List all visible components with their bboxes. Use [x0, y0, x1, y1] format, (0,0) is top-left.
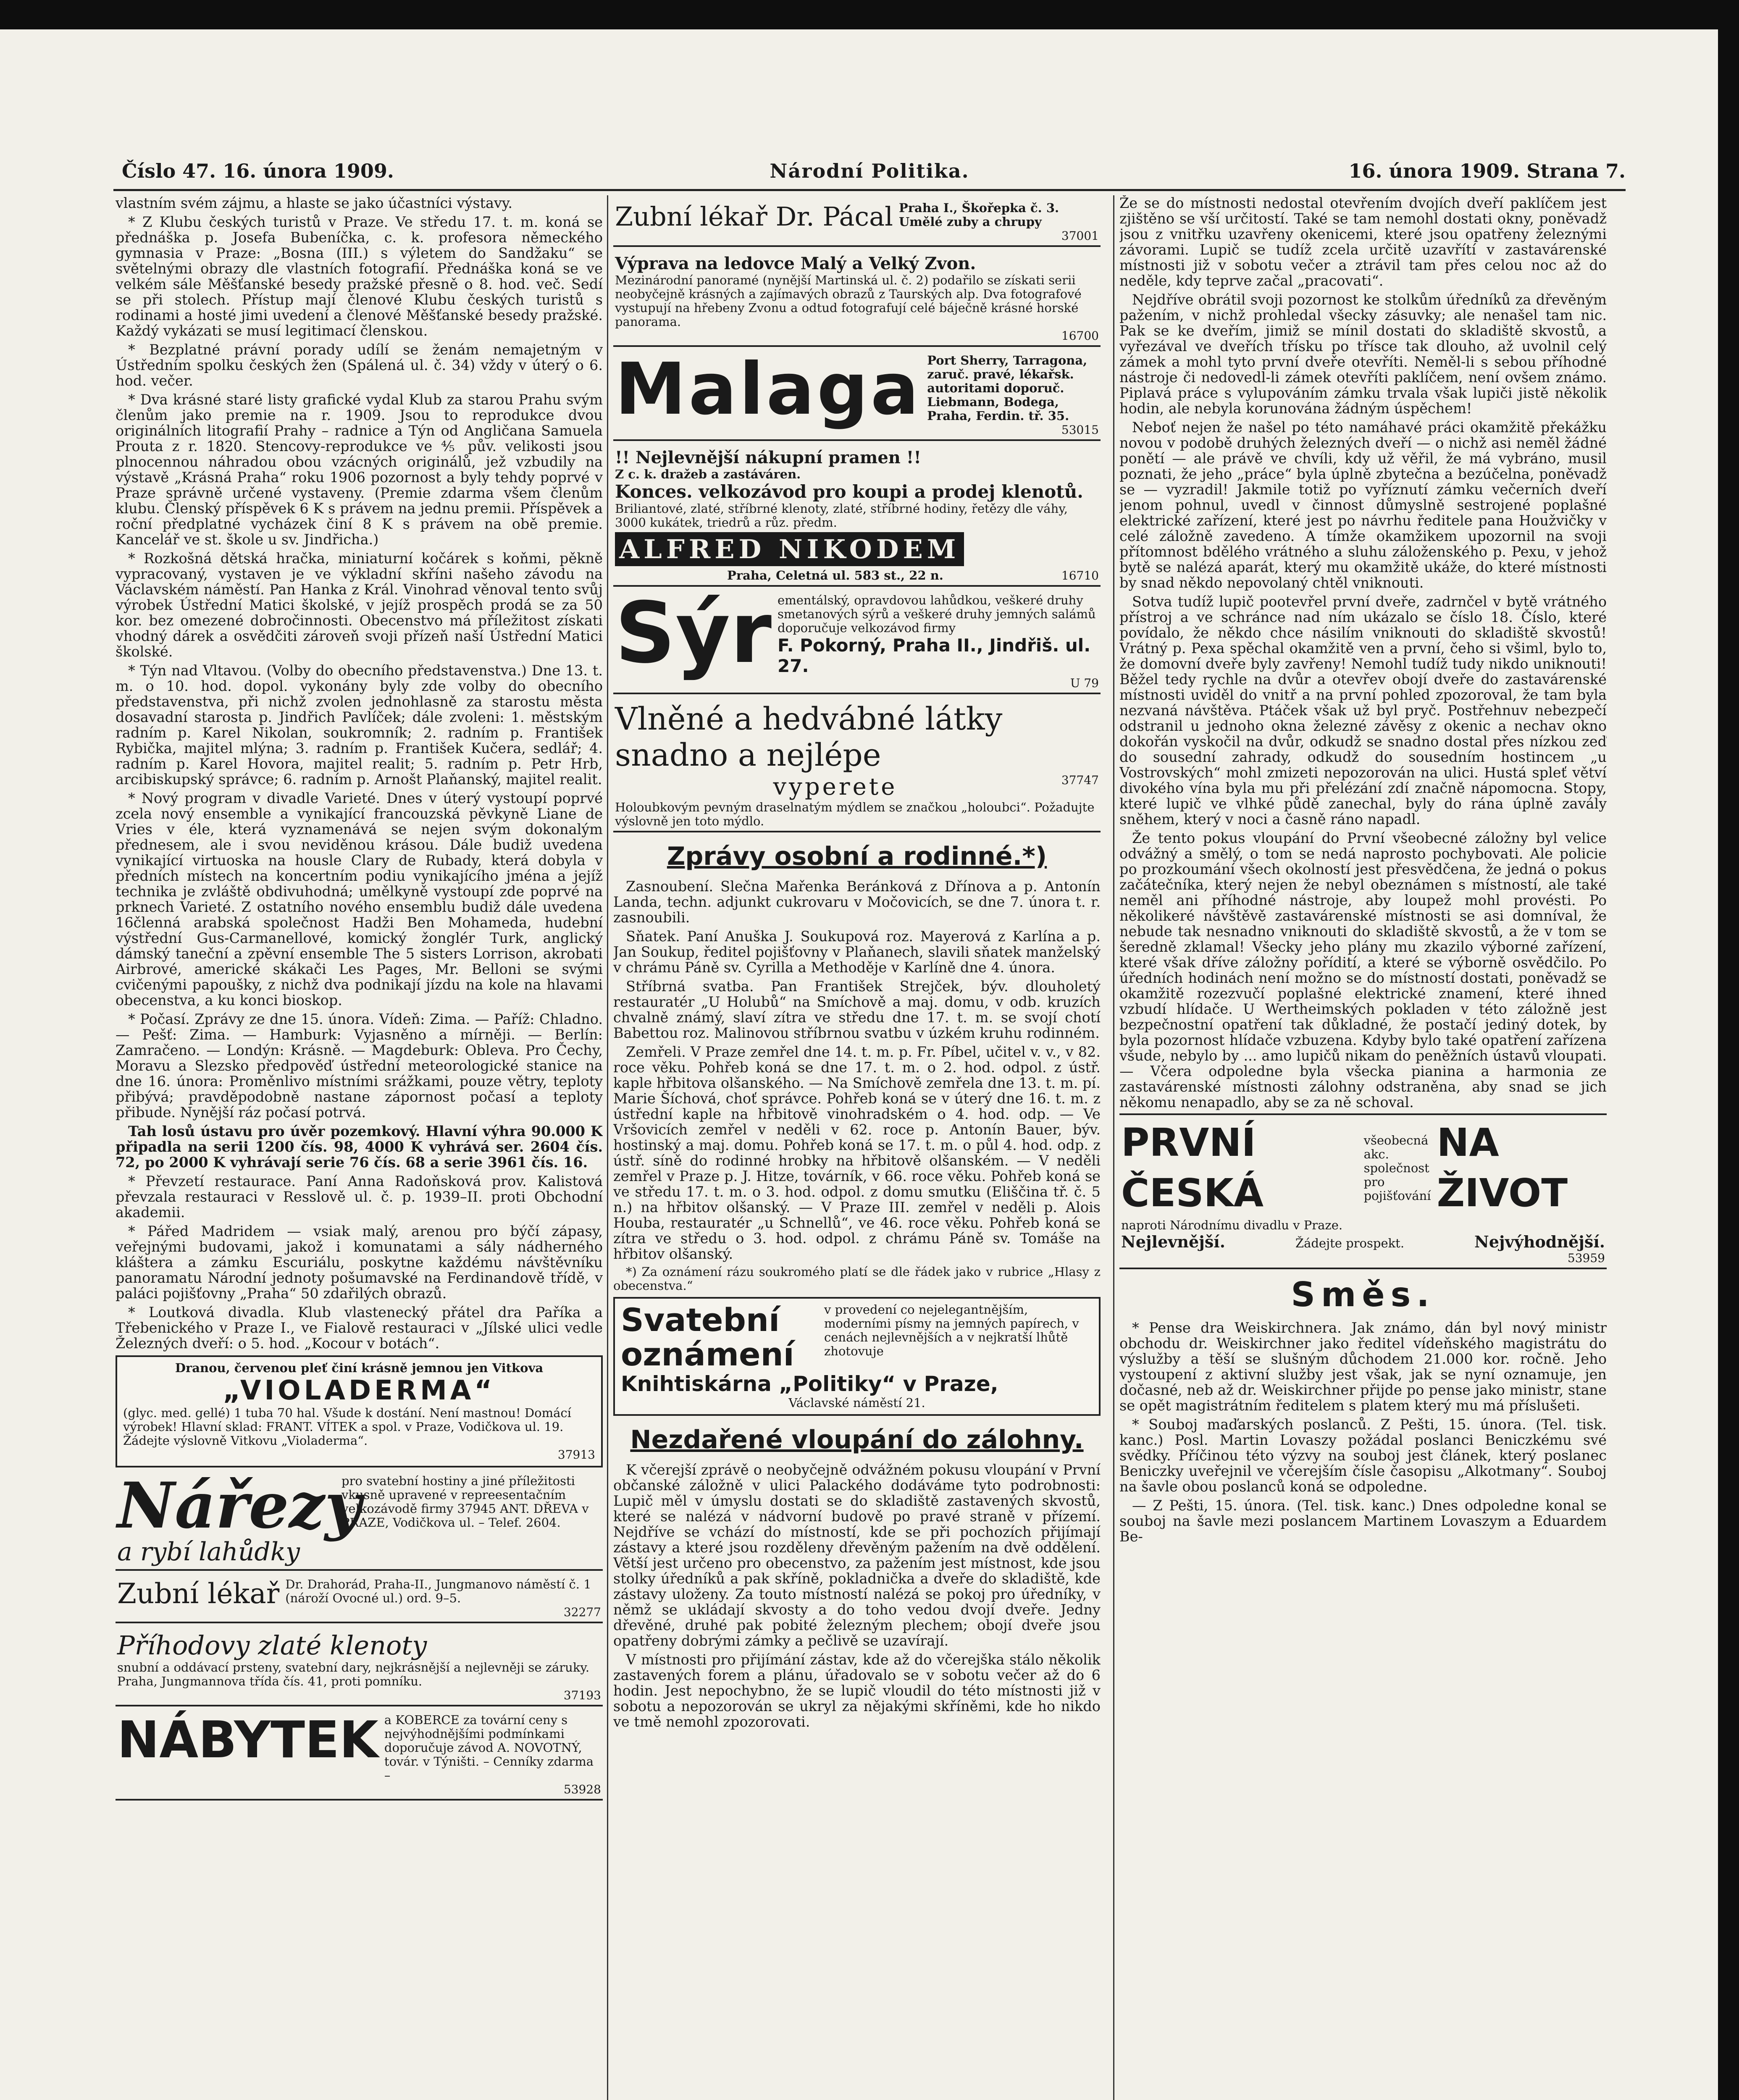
advertisement-panorama	[613, 251, 1101, 347]
ad-title: Vlněné a hedvábné látky	[615, 701, 1003, 737]
article-paragraph: Že se do místnosti nedostal otevřením dvojích dveří paklíčem jest zjištěno se vší určitostí. Také se tam nemohl dostati okny, poněvadž jsou z vnitřku uzavřeny okenicemi, které jsou opatřeny železnými závorami. Lupič se tudíž zcela určitě uzavřítí v zastavárenské místnosti již v sobotu večer a ztrávil tam přes celou noc až do neděle, kdy teprve začal „pracovati“.	[1119, 195, 1607, 289]
article-paragraph: Zemřeli. V Praze zemřel dne 14. t. m. p. Fr. Píbel, učitel v. v., v 82. roce věku. Pohřeb koná se dne 17. t. m. o 2. hod. odpol. z ústř. kaple hřbitova olšanského. — Na Smíchově zemřela dne 13. t. m. pí. Marie Šíchová, choť správce. Pohřeb koná se v úterý dne 16. t. m. z ústřední kaple na hřbitově vinohradském o 4. hod. odp. — Ve Vršovicích zemřel v neděli v 62. roce p. Antonín Bauer, býv. hostinský a maj. domu. Pohřeb koná se 17. t. m. o půl 4. hod. odp. z ústř. síně do rodinné hrobky na hřbitově olšanském. — V neděli zemřel v Praze p. J. Hitze, továrník, v 66. roce věku. Pohřeb koná se ve středu 17. t. m. o 3. hod. odpol. z domu smutku (Eliščina tř. č. 5 n.) na hřbitov olšanský. — V Praze III. zemřel v neděli p. Alois Houba, restauratér „u Schnellů“, ve 46. roce věku. Pohřeb koná se zítra ve středu o 3. hod. odpol. z chrámu Páně sv. Tomáše na hřbitov olšanský.	[613, 1044, 1101, 1262]
advertisement-jeweler-nikodem	[613, 445, 1101, 587]
advertisement-malaga	[613, 348, 1101, 441]
article-paragraph: Zasnoubení. Slečna Mařenka Beránková z Dřínova a p. Antonín Landa, techn. adjunkt cukrovaru v Močovicích, se dne 7. února t. r. zasnoubili.	[613, 878, 1101, 926]
ad-title: Svatební oznámení	[621, 1301, 794, 1373]
ad-address: Praha, Celetná ul. 583 st., 22 n.	[727, 568, 943, 583]
column-3	[1119, 195, 1607, 2100]
ad-slogan-right: Nejvýhodnější.	[1474, 1232, 1605, 1251]
ad-title-2: snadno a nejlépe	[615, 737, 881, 773]
page-number: 16. února 1909. Strana 7.	[1348, 160, 1626, 182]
ad-title: Dranou, červenou pleť činí krásně jemnou jen Vitkova	[175, 1361, 544, 1375]
page-header	[113, 160, 1626, 189]
ad-title-2: Konces. velkozávod pro koupi a prodej klenotů.	[615, 481, 1083, 502]
article-paragraph: * Pářed Madridem — vsiak malý, arenou pro býčí zápasy, veřejnými budovami, jakož i komunatami a sály nádherného kláštera a zámku Escuriálu, poskytne každému návštěvníku panoramatu Národní jednoty pošumavské na Ferdinandově třídě, v paláci pojišťovny „Praha“ 50 zdařilých obrazů.	[116, 1223, 603, 1302]
ad-address: naproti Národnímu divadlu v Praze.	[1121, 1218, 1343, 1232]
advertisement-cheese	[613, 584, 1101, 694]
advertisement-narezy	[116, 1469, 603, 1571]
ad-title: Sýr	[615, 584, 772, 682]
ad-title: Příhodovy zlaté klenoty	[117, 1630, 427, 1661]
article-paragraph: K včerejší zprávě o neobyčejně odvážném pokusu vloupání v První občanské záložně v ulici Palackého dodáváme tyto podrobnosti: Lupič měl v úmyslu dostati se do skladiště zastavených skvostů, které se nalézá v nádvorní budově po pravé straně v přízemí. Nejdříve se vchází do místností, kde se při pochozích přijímají zástavy a které jsou rozděleny dřevěným pažením na dvě oddělení. Větší jest určeno pro obecenstvo, za pažením jest místnost, kde jsou stolky úředníků a pak skříně, pokladnička a dveře do skladiště, kde zástavy uloženy. Za touto místností nalézá se pokoj pro úředníky, v němž se ukládají skvosty a do toho vedou dvojí dveře. Jedny dřevěné, druhé pak pobité železným plechem; obojí dveře jsou opatřeny dobrými zámky a pečlivě se uzavírají.	[613, 1462, 1101, 1649]
article-paragraph: Že tento pokus vloupání do První všeobecné záložny byl velice odvážný a smělý, o tom se nedá naprosto pochybovati. Ale policie po prozkoumání všech okolností jest přesvědčena, že jedná o pokus začátečníka, který nejen že nebyl obeznámen s místností, ale také neměl ani příhodné nástroje, aby loupež mohl provésti. Po několikeré návštěvě zastavárenské místnosti se asi domníval, že nebude tak nesnadno vniknouti do skladiště skvostů, a že v tom se šeredně zklamal! Všecky jeho plány mu zkazilo výborné zařízení, které však dříve záložny pořídití, a které se výborně osvědčilo. Po úředních hodinách není možno se do místností dostati, poněvadž se okamžitě rozezvučí poplašné elektrické znamení, které ihned vzbudí hlídače. U Wertheimských pokladen v této záložně jest bezpečnostní opatření tak důkladné, že postačí jediný dotek, by byla pozornost hlídače vzbuzena. Kdyby bylo také opatření zařízena všude, nebylo by ... amo lupičů nikam do peněžních ústavů vloupati. — Včera odpoledne byla všecka pianina a harmonia ze zastavárenské místnosti zálohny odstraněna, aby snad se jich někomu nenapadlo, aby se za ně schoval.	[1119, 830, 1607, 1110]
advertisement-soap	[613, 698, 1101, 832]
article-paragraph: * Souboj maďarských poslanců. Z Pešti, 15. února. (Tel. tisk. kanc.) Posl. Martin Lovaszy požádal poslanci Beniczkému své svědky. Příčinou této výzvy na souboj jest článek, který poslanec Beniczky uveřejnil ve včerejším čísle časopisu „Alkotmany“. Souboj na šavle obou poslanců koná se odpoledne.	[1119, 1416, 1607, 1495]
ad-slogan-center: Žádejte prospekt.	[1295, 1236, 1405, 1250]
ad-text: Briliantové, zlaté, stříbrné klenoty, zlaté, stříbrné hodiny, řetězy dle váhy, 3000 kukátek, triedrů a růz. předm.	[615, 501, 1068, 530]
advertisement-wedding-print	[613, 1297, 1101, 1416]
column-divider	[607, 195, 608, 2100]
ad-title: Malaga	[615, 348, 922, 431]
article-paragraph: * Počasí. Zprávy ze dne 15. února. Vídeň: Zima. — Paříž: Chladno. — Pešť: Zima. — Hamburk: Vyjasněno a mírněji. — Berlín: Zamračeno. — Londýn: Krásně. — Magdeburk: Obleva. Pro Čechy, Moravu a Slezsko předpověď ústřední meteorologické stanice na dne 16. února: Proměnlivo místními srážkami, pouze větry, teploty přibývá; pravděpodobně nastane zápornost počasí a teploty přibude. Nynější ráz počasí potrvá.	[116, 1011, 603, 1121]
advertisement-violaderma	[116, 1355, 603, 1467]
ad-firm: F. Pokorný, Praha II., Jindřiš. ul. 27.	[778, 635, 1091, 676]
article-paragraph: * Dva krásné staré listy grafické vydal Klub za starou Prahu svým členům jako premie na r. 1909. Jsou to reprodukce dvou originálních litografií Prahy – radnice a Týn od Angličana Samuela Prouta z r. 1820. Stencovy-reprodukce ve ⅘ pův. velikosti jsou plnocennou náhradou obou vzácných originálů, jež vzbudily na výstavě „Krásná Praha“ roku 1906 pozornost a byly tehdy poprvé v Praze správně určené vystaveny. (Premie zdarma všem členům klubu. Členský příspěvek 6 K s právem na jednu premii. Příspěvek a roční předplatné vycházek činí 8 K s právem na obě premie. Kancelář ve st. škole u sv. Jindřicha.)	[116, 391, 603, 548]
article-paragraph: Neboť nejen že našel po této namáhavé práci okamžitě překážku novou v podobě druhých železných dveří — o nichž asi neměl žádné ponětí — ale právě ve chvíli, kdy už věřil, že má vybráno, musil poznati, že jeho „práce“ byla úplně zbytečna a bezúčelna, poněvadž se — vyzradil! Jakmile totiž po vyříznutí zámku večerních dveří jenom pohnul, uvedl v činnost důmyslně sestrojené poplašné elektrické zařízení, které jest po návrhu ředitele pana Houžvičky v celé záložně zavedeno. A tímže okamžikem upozornil na svoji přítomnost bdělého vrátného a sluhu záloženského p. Pexu, v jehož bytě se nalézá aparát, který mu okamžitě ukáže, do které místnosti by snad někdo nepovolaný chtěl vniknouti.	[1119, 419, 1607, 591]
article-paragraph: Sňatek. Paní Anuška J. Soukupová roz. Mayerová z Karlína a p. Jan Soukup, ředitel pojišťovny v Plaňanech, slavili sňatek manželský v chrámu Páně sv. Cyrilla a Methoděje v Karlíně dne 4. února.	[613, 928, 1101, 976]
article-paragraph: Sotva tudíž lupič pootevřel první dveře, zadrnčel v bytě vrátného přístroj a ve schránce nad ním ukázalo se číslo 18. Číslo, které povídalo, že někdo chce násilím vniknouti do skladiště skvostů! Vrátný p. Pexa spěchal okamžitě ven a první, čeho si všiml, bylo to, že domovní dveře byly zavřeny! Nemohl tudíž tudy nikdo uniknouti! Běžel tedy rychle na dvůr a otevřev obojí dveře do zastavárenské místnosti uviděl do vnitř a na první pohled zpozoroval, že tam byla nezvaná návštěva. Ptáček však už byl pryč. Postřehnuv nebezpečí odstranil u jednoho okna železné závěsy z okenic a nechav okno dokořán vyskočil na dvůr, odkudž se snadno dostal přes nízkou zeď do sousední zahrady, odkudž do sousedním hostincem „u Vostrovských“ mohl zmizeti nepozorován na ulici. Hustá spleť větví divokého vína byla mu při přelézání zdí značně nápomocna. Stopy, které lupič ve vlhké půdě zanechal, byly do rána úplně zavály sněhem, který v noci a časně ráno napadl.	[1119, 593, 1607, 827]
ad-title: Nářezy	[117, 1469, 362, 1543]
ad-address: Václavské náměstí 21.	[788, 1396, 925, 1410]
article-paragraph: * Převzetí restaurace. Paní Anna Radoňsková prov. Kalistová převzala restauraci v Resslově ul. č. p. 1939–II. proti Obchodní akademii.	[116, 1173, 603, 1221]
ad-number: 53959	[1567, 1251, 1605, 1265]
ad-text: Mezinárodní panoramé (nynější Martinská ul. č. 2) podařilo se získati serii neobyčejně krásných a zajímavých obrazů z Taurských alp. Dva fotografové vystupují na hřebeny Zvonu a odtud fotografují celé báječně krásné horské panorama.	[615, 273, 1082, 329]
ad-text: Port Sherry, Tarragona, zaruč. pravé, lékařsk. autoritami doporuč. Liebmann, Bodega, Praha, Ferdin. tř. 35.	[927, 353, 1088, 423]
article-paragraph: * Z Klubu českých turistů v Praze. Ve středu 17. t. m. koná se přednáška p. Josefa Bubeníčka, c. k. profesora německého gymnasia v Praze: „Bosna (III.) s výletem do Sandžaku“ se světelnými obrazy dle vlastních fotografií. Přednáška koná se ve velkém sále Měšťanské besedy pražské přesně o 8. hod. več. Sedí se při stolech. Přístup mají členové Klubu českých turistů s rodinami a hosté jimi uvedení a členové Měšťanské besedy pražské. Každý vykázati se musí legitimací členskou.	[116, 214, 603, 339]
advertisement-dentist-pacal	[613, 199, 1101, 247]
section-title: Nezdařené vloupání do zálohny.	[630, 1425, 1084, 1454]
ad-text: Holoubkovým pevným draselnatým mýdlem se značkou „holoubci“. Požadujte výslovně jen toto mýdlo.	[615, 800, 1095, 828]
article-paragraph: V místnosti pro přijímání zástav, kde až do včerejška stálo několik zastavených forem a plánu, úřadovalo se v sobotu večer až do 6 hodin. Jest nepochybno, že se lupič vloudil do této místnosti již v sobotu a nepozorován se ukryl za nějakými skříněmi, kde ho nikdo ve tmě nemohl zpozorovati.	[613, 1651, 1101, 1730]
ad-text: pro svatební hostiny a jiné příležitosti vkusně upravené v repreesentačním velkozávodě firmy 37945 ANT. DŘEVA v PRAZE, Vodičkova ul. – Telef. 2604.	[341, 1474, 589, 1530]
ad-subtitle: a rybí lahůdky	[117, 1537, 300, 1567]
ad-number: 37001	[1061, 229, 1099, 243]
column-1	[116, 195, 603, 2100]
ad-title: !! Nejlevnější nákupní pramen !!	[615, 448, 921, 467]
masthead-title: Národní Politika.	[770, 160, 969, 182]
ad-text: snubní a oddávací prsteny, svatební dary, nejkrásnější a nejlevněji se záruky. Praha, Jungmannova třída čís. 41, proti pomníku.	[117, 1660, 590, 1688]
ad-text: (glyc. med. gellé) 1 tuba 70 hal. Všude k dostání. Není mastnou! Domácí výrobek! Hlavní sklad: FRANT. VÍTEK a spol. v Praze, Vodičkova ul. 19. Žádejte výslovně Vitkovu „Violaderma“.	[123, 1406, 571, 1448]
ad-number: 32277	[563, 1605, 601, 1619]
article-paragraph: * Nový program v divadle Varieté. Dnes v úterý vystoupí poprvé zcela nový ensemble a vynikající francouzská pěvkyně Liane de Vries v éle, která vyznamenává se nejen svým dokonalým přednesem, ale i svou neviděnou krásou. Dále budiž uvedena vynikající virtuoska na housle Clary de Rubady, která dobyla v předních místech na koncertním podiu vynikajícího jména a jejíž technika je zvláště obdivuhodná; umělkyně vystoupí zde poprvé na prknech Varieté. Z ostatního nového ensemblu budiž dále uvedena 16členná arabská společnost Hadži Ben Mohameda, hudební výstřední Gus-Carmanellové, komický žonglér Turk, anglický dámský taneční a zpěvní ensemble The 5 sisters Lorrison, akrobati Airbrové, americké skákači Les Pages, Mr. Belloni se svými cvičenými papoušky, z nichž dva podnikají jízdu na kole na hlavami obecenstva, a ku konci bioskop.	[116, 790, 603, 1008]
ad-title: PRVNÍ ČESKÁ	[1121, 1120, 1264, 1215]
ad-text: Praha I., Škořepka č. 3. Umělé zuby a chrupy	[898, 201, 1059, 229]
ad-number: 16710	[1061, 569, 1099, 583]
ad-number: 53928	[563, 1782, 601, 1796]
scan-border-top	[0, 0, 1739, 29]
ad-text: ementálský, opravdovou lahůdkou, veškeré druhy smetanových sýrů a veškeré druhy jemných salámů doporučuje velkozávod firmy	[778, 593, 1096, 635]
ad-firm: ALFRED NIKODEM	[615, 532, 964, 566]
ad-text: v provedení co nejelegantnějším, moderními písmy na jemných papírech, v cenách nejlevnějších a v nejkratší lhůtě zhotovuje	[824, 1302, 1079, 1358]
ad-number: 16700	[1061, 329, 1099, 343]
article-paragraph: * Loutková divadla. Klub vlastenecký přátel dra Paříka a Třebenického v Praze I., ve Fialově restauraci v „Jílské ulici vedle Železných dveří: o 5. hod. „Kocour v botách“.	[116, 1304, 603, 1352]
ad-number: U 79	[1070, 676, 1099, 690]
ad-title-2: NA ŽIVOT	[1437, 1120, 1568, 1215]
header-rule	[113, 189, 1626, 191]
advertisement-insurance	[1119, 1113, 1607, 1269]
article-paragraph: Nejdříve obrátil svoji pozornost ke stolkům úředníků za dřevěným pažením, v nichž prohledal všecky zásuvky; ale nenašel tam nic. Pak se ke dveřím, jimiž se mínil dostati do skladiště skvostů, a vyřezával ve dveřích třísku po třísce tak dlouho, až uvolnil celý zámek a mohl tyto první dveře otevříti. Neměl-li s sebou příhodné nástroje či nedovedl-li zámek otevříti paklíčem, není ovšem známo. Piplavá práce s vylupováním zámku trvala však lupiči jistě několik hodin, ale nebyla korunována žádným úspěchem!	[1119, 291, 1607, 417]
ad-slogan-left: Nejlevnější.	[1121, 1232, 1225, 1251]
column-divider	[1113, 195, 1114, 2100]
article-paragraph: vlastním svém zájmu, a hlaste se jako účastníci výstavy.	[116, 195, 513, 211]
ad-title: NÁBYTEK	[117, 1711, 378, 1769]
scan-border-right	[1718, 0, 1739, 2100]
article-paragraph: * Týn nad Vltavou. (Volby do obecního představenstva.) Dne 13. t. m. o 10. hod. dopol. vykonány byly zde volby do obecního představenstva, při nichž zvolen jednohlasně za starostu města dosavadní starosta p. Jindřich Pavlíček; dále zvoleni: 1. městským radním p. Karel Nikolan, soukromník; 2. radním p. František Rybička, majitel mlýna; 3. radním p. František Kučera, sedlář; 4. radním p. Karel Hovora, majitel realit; 5. radním p. Petr Hrb, arcibiskupský správce; 6. radním p. Arnošt Plaňanský, majitel realit.	[116, 662, 603, 788]
advertisement-jewelry	[116, 1628, 603, 1706]
article-paragraph: Stříbrná svatba. Pan František Strejček, býv. dlouholetý restauratér „U Holubů“ na Smíchově a maj. domu, v odb. kruzích chvalně známý, slaví zítra ve středu dne 17. t. m. se svojí chotí Babettou roz. Malinovou stříbrnou svatbu v úzkém kruhu rodinném.	[613, 978, 1101, 1041]
article-paragraph: * Rozkošná dětská hračka, miniaturní kočárek s koňmi, pěkně vypracovaný, vystaven je ve výkladní skříni našeho závodu na Václavském náměstí. Pan Hanka z Král. Vinohrad věnoval tento svůj výrobek Ústřední Matici školské, v jejíž prospěch prodá se za 50 kor. bez omezené dobročinnosti. Obecenstvo má příležitost získati vhodný dárek a osvědčiti zároveň svoji přízeň naší Ústřední Matici školské.	[116, 550, 603, 660]
ad-firm: Knihtiskárna „Politiky“ v Praze,	[621, 1372, 998, 1396]
ad-brand: „VIOLADERMA“	[223, 1375, 496, 1406]
advertisement-furniture	[116, 1711, 603, 1801]
ad-title-3: vyperete	[773, 773, 898, 801]
article-paragraph: * Pense dra Weiskirchnera. Jak známo, dán byl nový ministr obchodu dr. Weiskirchner jako ředitel vídeňského magistrátu do výslužby a těší se slušným důchodem 21.000 kor. ročně. Jeho vystoupení z aktivní služby jest však, jak se nyní oznamuje, jen dočasné, neb až dr. Weiskirchner přijde po pense jako ministr, stane se opět magistrátním ředitelem s platem který mu má příslušeti.	[1119, 1320, 1607, 1414]
ad-text: a KOBERCE za tovární ceny s nejvýhodnějšími podmínkami doporučuje závod A. NOVOTNÝ, továr. v Týništi. – Cenníky zdarma –	[384, 1713, 594, 1782]
ad-number: 37193	[563, 1688, 601, 1702]
section-title: Směs.	[1291, 1275, 1435, 1314]
ad-title: Zubní lékař	[117, 1578, 280, 1610]
ad-title: Výprava na ledovce Malý a Velký Zvon.	[615, 254, 976, 273]
article-paragraph: * Bezplatné právní porady udílí se ženám nemajetným v Ústředním spolku českých žen (Spálená ul. č. 34) vždy v úterý o 6. hod. večer.	[116, 341, 603, 389]
ad-subtitle: Z c. k. dražeb a zastáváren.	[615, 467, 801, 481]
ad-number: 37913	[557, 1448, 595, 1462]
footnote: *) Za oznámení rázu soukromého platí se dle řádek jako v rubrice „Hlasy z obecenstva.“	[613, 1265, 1101, 1293]
ad-number: 53015	[1061, 423, 1099, 437]
ad-text: Dr. Drahorád, Praha-II., Jungmanovo náměstí č. 1 (nároží Ovocné ul.) ord. 9–5.	[285, 1577, 591, 1605]
section-title: Zprávy osobní a rodinné.*)	[667, 842, 1047, 871]
article-paragraph: Tah losů ústavu pro úvěr pozemkový. Hlavní výhra 90.000 K připadla na serii 1200 čís. 98, 4000 K vyhrává ser. 2604 čís. 72, po 2000 K vyhrávají serie 76 čís. 68 a serie 3961 čís. 16.	[116, 1123, 603, 1171]
article-paragraph: — Z Pešti, 15. února. (Tel. tisk. kanc.) Dnes odpoledne konal se souboj na šavle mezi poslancem Martinem Lovaszym a Eduardem Be-	[1119, 1497, 1607, 1545]
ad-number: 37747	[1061, 773, 1099, 787]
ad-text: všeobecná akc. společnost pro pojišťování	[1363, 1133, 1431, 1203]
ad-title: Zubní lékař Dr. Pácal	[615, 201, 893, 232]
column-2	[613, 195, 1101, 2100]
advertisement-dentist	[116, 1575, 603, 1623]
issue-number: Číslo 47. 16. února 1909.	[122, 160, 394, 182]
